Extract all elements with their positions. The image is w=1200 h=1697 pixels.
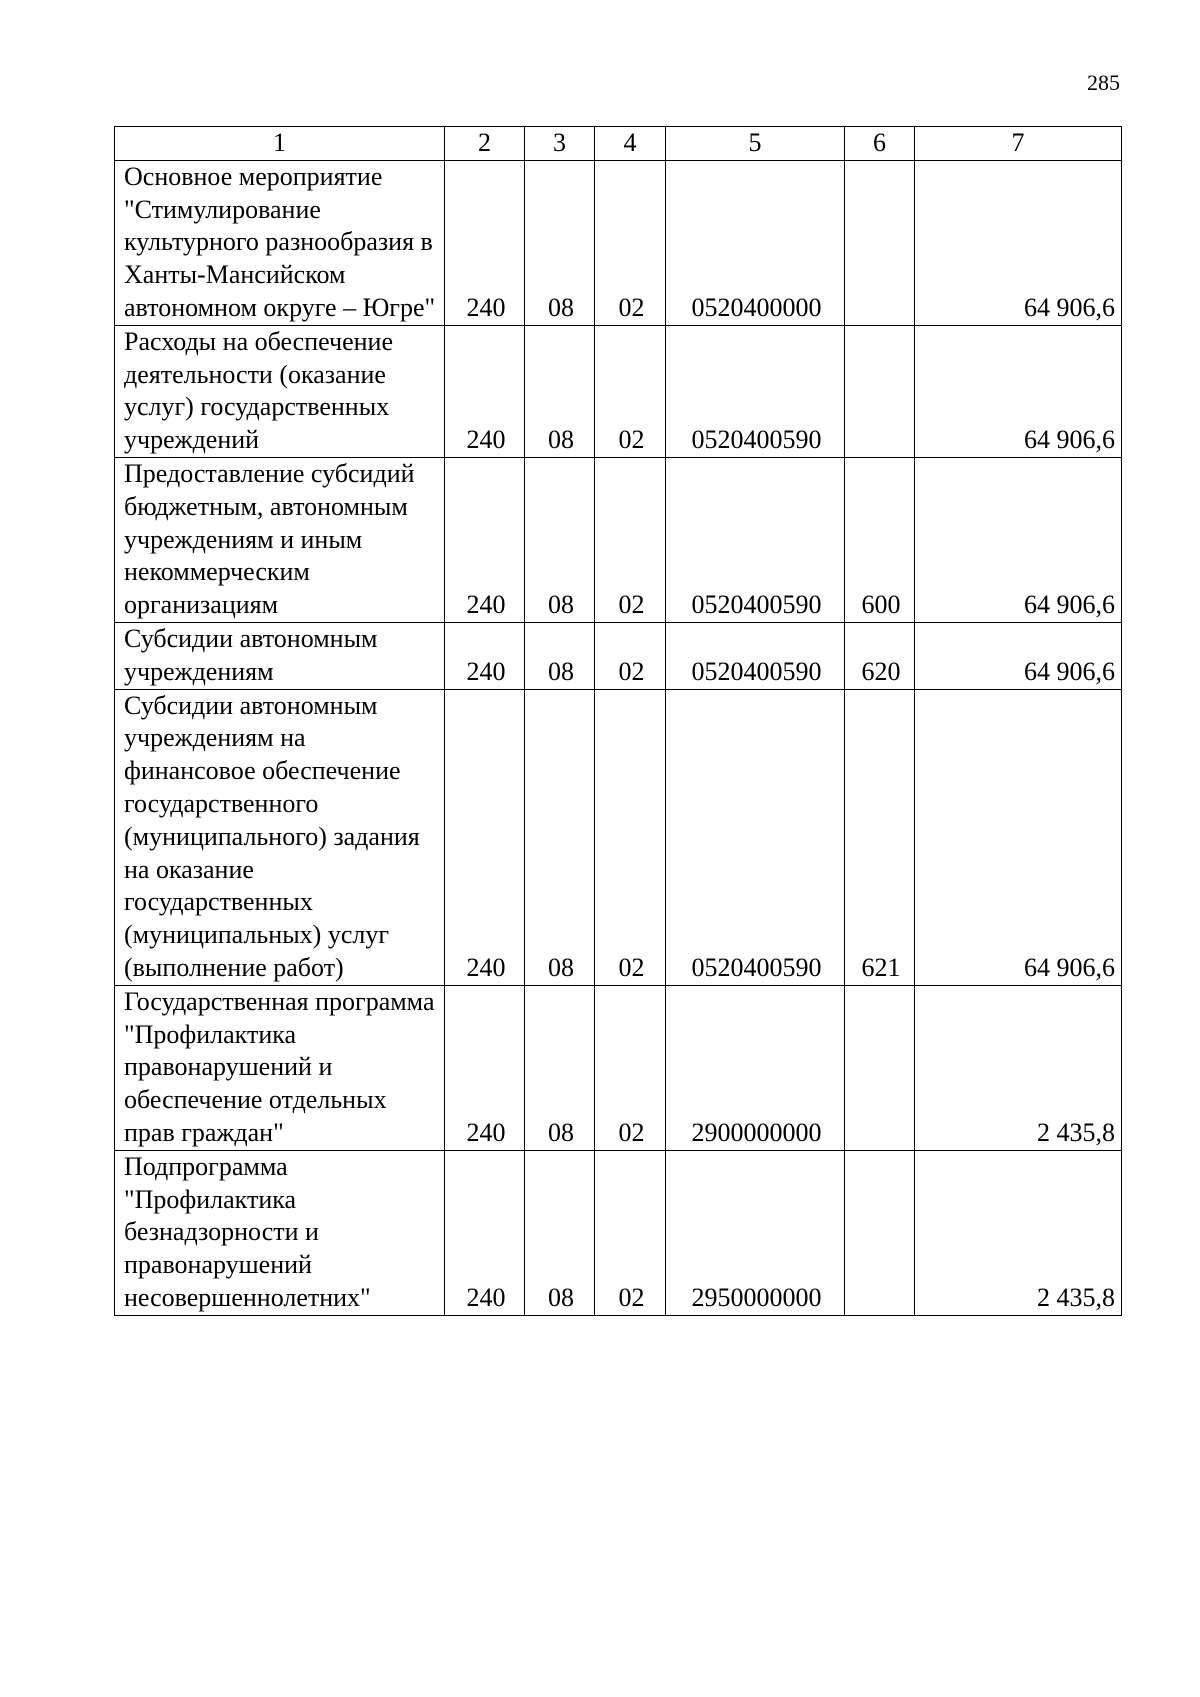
- row-amount-cell: 2 435,8: [915, 1150, 1122, 1315]
- table-row: [115, 985, 1122, 1150]
- row-amount-cell: 64 906,6: [915, 622, 1122, 689]
- column-header-6: 6: [845, 127, 915, 161]
- row-section-cell: 08: [525, 1150, 595, 1315]
- row-subsection-cell: 02: [595, 1150, 666, 1315]
- table-row: [115, 457, 1122, 622]
- row-section-cell: 08: [525, 689, 595, 985]
- column-header-3: 3: [525, 127, 595, 161]
- row-name-cell: Расходы на обеспечение деятельности (оказание услуг) государственных учреждений: [115, 325, 445, 457]
- row-section-cell: 08: [525, 325, 595, 457]
- row-amount-cell: 64 906,6: [915, 457, 1122, 622]
- table-header-row: [115, 127, 1122, 161]
- row-type-cell: [845, 160, 915, 325]
- page-number: 285: [1087, 70, 1120, 95]
- column-header-7: 7: [915, 127, 1122, 161]
- row-target-cell: 2950000000: [666, 1150, 845, 1315]
- row-type-cell: [845, 325, 915, 457]
- row-target-cell: 0520400590: [666, 457, 845, 622]
- row-subsection-cell: 02: [595, 985, 666, 1150]
- row-subsection-cell: 02: [595, 689, 666, 985]
- row-subsection-cell: 02: [595, 622, 666, 689]
- row-code-cell: 240: [445, 689, 525, 985]
- row-section-cell: 08: [525, 985, 595, 1150]
- row-name-cell: Основное мероприятие "Стимулирование культурного разнообразия в Ханты-Мансийском автономном округе – Югре": [115, 160, 445, 325]
- row-code-cell: 240: [445, 622, 525, 689]
- row-amount-cell: 64 906,6: [915, 325, 1122, 457]
- row-type-cell: 621: [845, 689, 915, 985]
- column-header-4: 4: [595, 127, 666, 161]
- table-row: [115, 689, 1122, 985]
- row-code-cell: 240: [445, 457, 525, 622]
- row-target-cell: 0520400590: [666, 689, 845, 985]
- row-amount-cell: 64 906,6: [915, 160, 1122, 325]
- row-name-cell: Подпрограмма "Профилактика безнадзорности и правонарушений несовершеннолетних": [115, 1150, 445, 1315]
- column-header-5: 5: [666, 127, 845, 161]
- row-code-cell: 240: [445, 985, 525, 1150]
- row-name-cell: Государственная программа "Профилактика правонарушений и обеспечение отдельных прав граждан": [115, 985, 445, 1150]
- row-subsection-cell: 02: [595, 325, 666, 457]
- row-section-cell: 08: [525, 457, 595, 622]
- table-row: [115, 160, 1122, 325]
- row-code-cell: 240: [445, 1150, 525, 1315]
- table-row: [115, 1150, 1122, 1315]
- row-subsection-cell: 02: [595, 457, 666, 622]
- column-header-1: 1: [115, 127, 445, 161]
- row-target-cell: 2900000000: [666, 985, 845, 1150]
- row-name-cell: Предоставление субсидий бюджетным, автономным учреждениям и иным некоммерческим организациям: [115, 457, 445, 622]
- row-target-cell: 0520400000: [666, 160, 845, 325]
- budget-table: [114, 126, 1122, 1316]
- row-section-cell: 08: [525, 622, 595, 689]
- row-subsection-cell: 02: [595, 160, 666, 325]
- row-code-cell: 240: [445, 325, 525, 457]
- table-row: [115, 622, 1122, 689]
- row-code-cell: 240: [445, 160, 525, 325]
- row-amount-cell: 2 435,8: [915, 985, 1122, 1150]
- row-type-cell: 600: [845, 457, 915, 622]
- row-section-cell: 08: [525, 160, 595, 325]
- row-name-cell: Субсидии автономным учреждениям на финансовое обеспечение государственного (муниципального) задания на оказание государственных (муниципальных) услуг (выполнение работ): [115, 689, 445, 985]
- row-target-cell: 0520400590: [666, 325, 845, 457]
- row-type-cell: 620: [845, 622, 915, 689]
- row-name-cell: Субсидии автономным учреждениям: [115, 622, 445, 689]
- row-amount-cell: 64 906,6: [915, 689, 1122, 985]
- row-type-cell: [845, 1150, 915, 1315]
- row-target-cell: 0520400590: [666, 622, 845, 689]
- row-type-cell: [845, 985, 915, 1150]
- table-row: [115, 325, 1122, 457]
- column-header-2: 2: [445, 127, 525, 161]
